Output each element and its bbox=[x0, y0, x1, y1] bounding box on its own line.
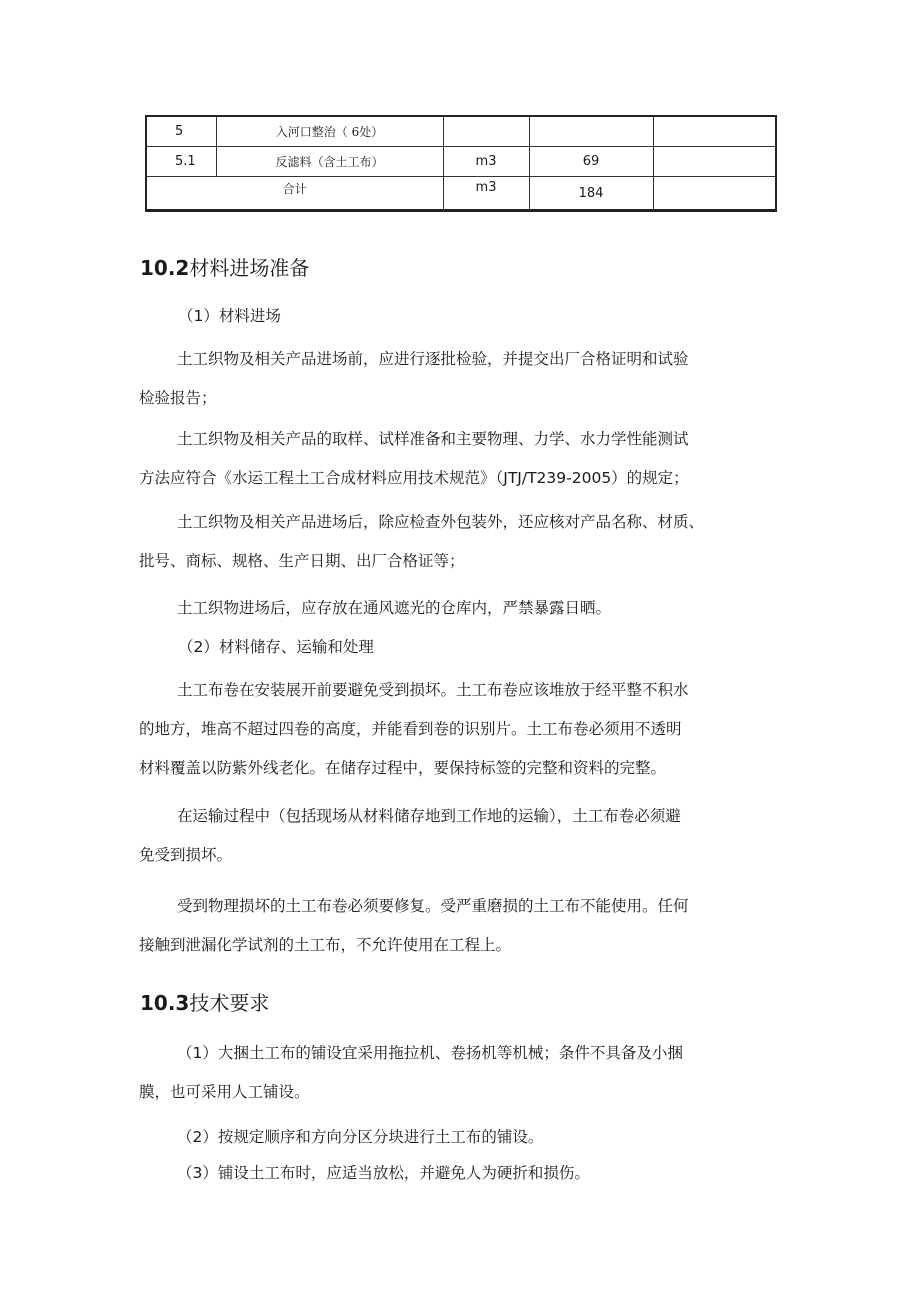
paragraph: 土工织物及相关产品进场前，应进行逐批检验，并提交出厂合格证明和试验 检验报告； bbox=[139, 350, 689, 407]
paragraph: （2）按规定顺序和方向分区分块进行土工布的铺设。 bbox=[177, 1128, 544, 1146]
subheading-material-entry: （1）材料进场 bbox=[178, 307, 281, 325]
section-heading-10-3 bbox=[140, 991, 269, 1015]
paragraph: （1）大捆土工布的铺设宜采用拖拉机、卷扬机等机械；条件不具备及小捆 膜，也可采用人工铺设。 bbox=[139, 1044, 683, 1101]
section-number: 10.3 bbox=[140, 991, 190, 1015]
row-quantity bbox=[529, 116, 653, 147]
table-total-row bbox=[146, 177, 776, 211]
total-unit: m3 bbox=[443, 177, 529, 211]
paragraph: 土工织物进场后，应存放在通风遮光的仓库内，严禁暴露日晒。 bbox=[177, 599, 612, 617]
section-title: 技术要求 bbox=[189, 991, 270, 1015]
row-item-name: 入河口整治（ 6处） bbox=[216, 116, 443, 147]
section-number: 10.2 bbox=[140, 256, 190, 280]
paragraph: 土工织物及相关产品进场后，除应检查外包装外，还应核对产品名称、材质、 批号、商标、规格、生产日期、出厂合格证等； bbox=[139, 513, 705, 570]
total-note bbox=[653, 177, 776, 211]
total-quantity: 184 bbox=[529, 177, 653, 211]
paragraph: 在运输过程中（包括现场从材料储存地到工作地的运输），土工布卷必须避 免受到损坏。 bbox=[139, 807, 681, 864]
row-number: 5.1 bbox=[146, 147, 216, 177]
row-number: 5 bbox=[146, 116, 216, 147]
table-row bbox=[146, 116, 776, 147]
row-item-name: 反滤料（含土工布） bbox=[216, 147, 443, 177]
quantity-table bbox=[145, 115, 777, 212]
row-quantity: 69 bbox=[529, 147, 653, 177]
row-note bbox=[653, 116, 776, 147]
row-unit: m3 bbox=[443, 147, 529, 177]
row-note bbox=[653, 147, 776, 177]
subheading-storage-transport: （2）材料储存、运输和处理 bbox=[178, 638, 374, 656]
paragraph: 土工织物及相关产品的取样、试样准备和主要物理、力学、水力学性能测试 方法应符合《水运工程土工合成材料应用技术规范》（JTJ/T239-2005）的规定； bbox=[139, 430, 689, 487]
section-title: 材料进场准备 bbox=[189, 256, 310, 280]
table-row bbox=[146, 147, 776, 177]
paragraph: （3）铺设土工布时，应适当放松，并避免人为硬折和损伤。 bbox=[177, 1164, 590, 1182]
paragraph: 受到物理损坏的土工布卷必须要修复。受严重磨损的土工布不能使用。任何 接触到泄漏化学试剂的土工布，不允许使用在工程上。 bbox=[139, 897, 689, 954]
row-unit bbox=[443, 116, 529, 147]
total-label: 合计 bbox=[146, 177, 443, 211]
paragraph: 土工布卷在安装展开前要避免受到损坏。土工布卷应该堆放于经平整不积水 的地方，堆高不超过四卷的高度，并能看到卷的识别片。土工布卷必须用不透明 材料覆盖以防紫外线老化。在储存过程中，要保持标签的完整和资料的完整。 bbox=[139, 681, 689, 777]
section-heading-10-2 bbox=[140, 256, 309, 280]
